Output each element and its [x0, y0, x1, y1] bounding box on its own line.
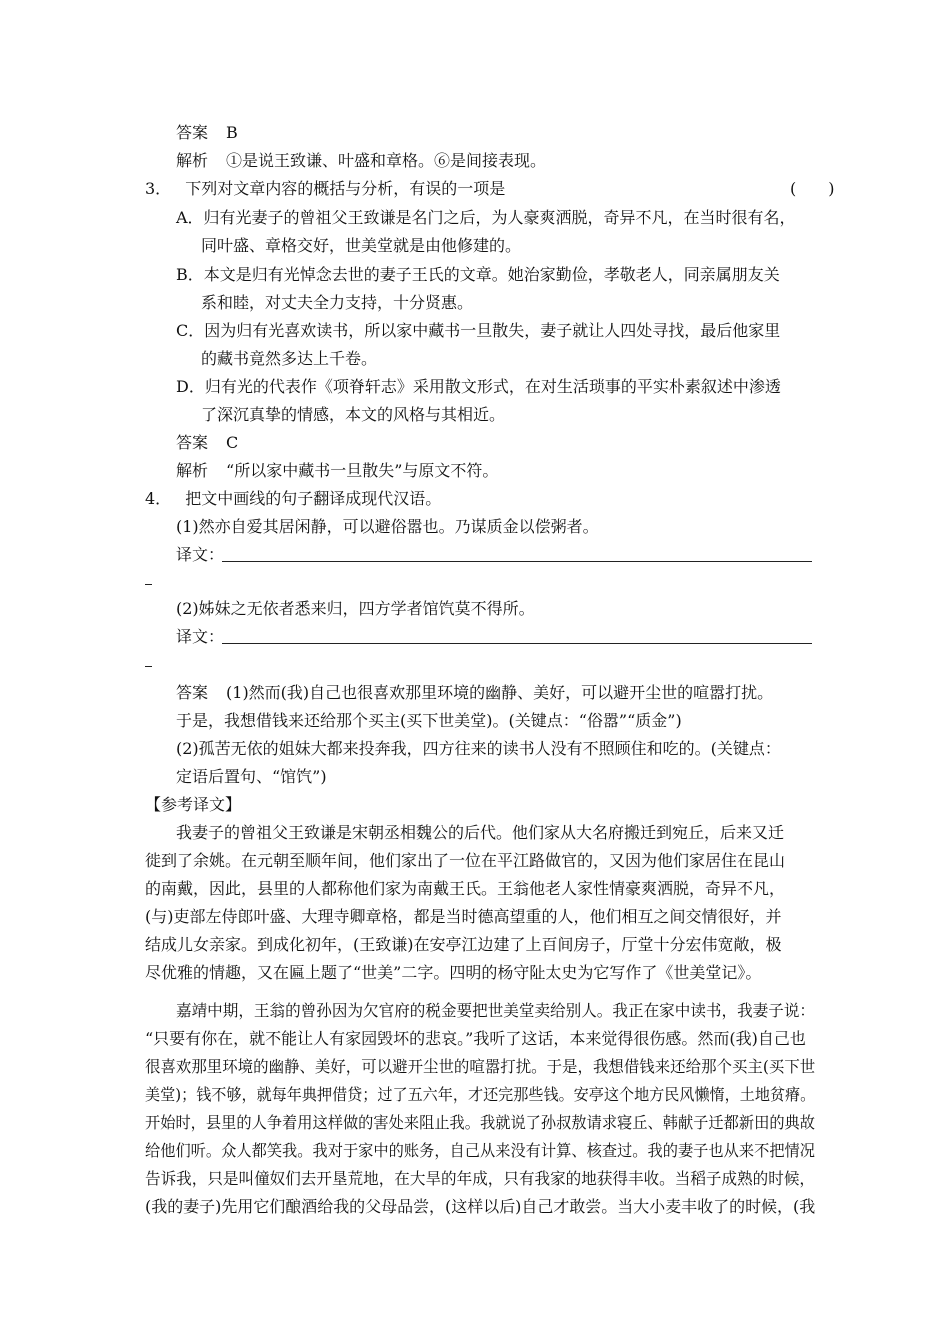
ref-p1-line: 结成儿女亲家。到成化初年，(王致谦)在安亭江边建了上百间房子，厅堂十分宏伟宽敞，极	[145, 935, 782, 954]
translation-blank-2	[222, 643, 812, 644]
question-text: 把文中画线的句子翻译成现代汉语。	[185, 489, 442, 508]
q4-answer-line3: (2)孤苦无依的姐妹大都来投奔我，四方往来的读书人没有不照顾住和吃的。(关键点：	[176, 739, 781, 758]
question-4-stem	[145, 486, 441, 512]
analysis-text: ①是说王致谦、叶盛和章格。⑥是间接表现。	[226, 151, 547, 170]
question-text: 下列对文章内容的概括与分析，有误的一项是	[185, 179, 506, 198]
ref-p2-line: 开始时，县里的人争着用这样做的害处来阻止我。我就说了孙叔敖请求寝丘、韩献子迁都新田的典故	[145, 1113, 816, 1132]
answer-label: 答案	[176, 123, 209, 142]
option-a-line1: A．归有光妻子的曾祖父王致谦是名门之后，为人豪爽洒脱，奇异不凡，在当时很有名，	[176, 208, 796, 227]
answer-paren: ( )	[790, 179, 835, 198]
blank-continuation-2	[145, 666, 152, 667]
ref-p1-line: 徙到了余姚。在元朝至顺年间，他们家出了一位在平江路做官的，又因为他们家居住在昆山	[145, 851, 786, 870]
option-d-line1: D．归有光的代表作《项脊轩志》采用散文形式，在对生活琐事的平实朴素叙述中渗透	[176, 377, 781, 396]
answer-label: 答案	[176, 683, 209, 702]
ref-p2-line: 给他们听。众人都笑我。我对于家中的账务，自己从来没有计算、核查过。我的妻子也从来不把情况	[145, 1141, 816, 1160]
option-a-line2: 同叶盛、章格交好，世美堂就是由他修建的。	[201, 236, 522, 255]
translation-blank-1	[222, 561, 812, 562]
q2-analysis	[176, 148, 546, 174]
ref-p2-line: 很喜欢那里环境的幽静、美好，可以避开尘世的喧嚣打扰。于是，我想借钱来还给那个买主(买下世	[145, 1057, 816, 1076]
q4-answer-line4: 定语后置句、“馆饩”)	[176, 767, 327, 786]
translate-label-2: 译文：	[176, 627, 225, 646]
question-3-stem	[145, 176, 505, 202]
answer-value: B	[226, 123, 238, 142]
option-c-line2: 的藏书竟然多达上千卷。	[201, 349, 378, 368]
answer-value: C	[226, 433, 239, 452]
question-number: 4．	[145, 489, 172, 508]
ref-p1-line: 的南戴，因此，县里的人都称他们家为南戴王氏。王翁他老人家性情豪爽洒脱，奇异不凡，	[145, 879, 786, 898]
sentence-2: (2)姊妹之无依者悉来归，四方学者馆饩莫不得所。	[176, 599, 535, 618]
reference-heading: 【参考译文】	[145, 795, 242, 814]
ref-p1-line: 我妻子的曾祖父王致谦是宋朝丞相魏公的后代。他们家从大名府搬迁到宛丘，后来又迁	[176, 823, 785, 842]
analysis-text: “所以家中藏书一旦散失”与原文不符。	[226, 461, 499, 480]
ref-p1-line: 尽优雅的情趣，又在匾上题了“世美”二字。四明的杨守阯太史为它写作了《世美堂记》。	[145, 963, 762, 982]
sentence-1: (1)然亦自爱其居闲静，可以避俗嚣也。乃谋质金以偿粥者。	[176, 517, 599, 536]
q4-answer-line2: 于是，我想借钱来还给那个买主(买下世美堂)。(关键点：“俗嚣”“质金”)	[176, 711, 682, 730]
answer-text: (1)然而(我)自己也很喜欢那里环境的幽静、美好，可以避开尘世的喧嚣打扰。	[226, 683, 774, 702]
analysis-label: 解析	[176, 151, 209, 170]
analysis-label: 解析	[176, 461, 209, 480]
q2-answer	[176, 120, 238, 146]
option-b-line2: 系和睦，对丈夫全力支持，十分贤惠。	[201, 293, 474, 312]
ref-p2-line: (我的妻子)先用它们酿酒给我的父母品尝，(这样以后)自己才敢尝。当大小麦丰收了的时候，(我	[145, 1197, 816, 1216]
question-number: 3．	[145, 179, 172, 198]
option-b-line1: B．本文是归有光悼念去世的妻子王氏的文章。她治家勤俭，孝敬老人，同亲属朋友关	[176, 265, 780, 284]
translate-label-1: 译文：	[176, 545, 225, 564]
q3-analysis	[176, 458, 498, 484]
option-c-line1: C．因为归有光喜欢读书，所以家中藏书一旦散失，妻子就让人四处寻找，最后他家里	[176, 321, 781, 340]
option-d-line2: 了深沉真挚的情感，本文的风格与其相近。	[201, 405, 506, 424]
ref-p1-line: (与)吏部左侍郎叶盛、大理寺卿章格，都是当时德高望重的人，他们相互之间交情很好，并	[145, 907, 782, 926]
ref-p2-line: 告诉我，只是叫僮奴们去开垦荒地，在大旱的年成，只有我家的地获得丰收。当稻子成熟的时候，	[145, 1169, 815, 1188]
ref-p2-line: 嘉靖中期，王翁的曾孙因为欠官府的税金要把世美堂卖给别人。我正在家中读书，我妻子说：	[176, 1001, 816, 1020]
q3-answer	[176, 430, 238, 456]
q4-answer-line1	[176, 680, 773, 706]
answer-label: 答案	[176, 433, 209, 452]
ref-p2-line: 美堂)；钱不够，就每年典押借贷；过了五六年，才还完那些钱。安亭这个地方民风懒惰，土地贫瘠。	[145, 1085, 816, 1104]
ref-p2-line: “只要有你在，就不能让人有家园毁坏的悲哀。”我听了这话，本来觉得很伤感。然而(我)自己也	[145, 1029, 806, 1048]
blank-continuation-1	[145, 584, 152, 585]
